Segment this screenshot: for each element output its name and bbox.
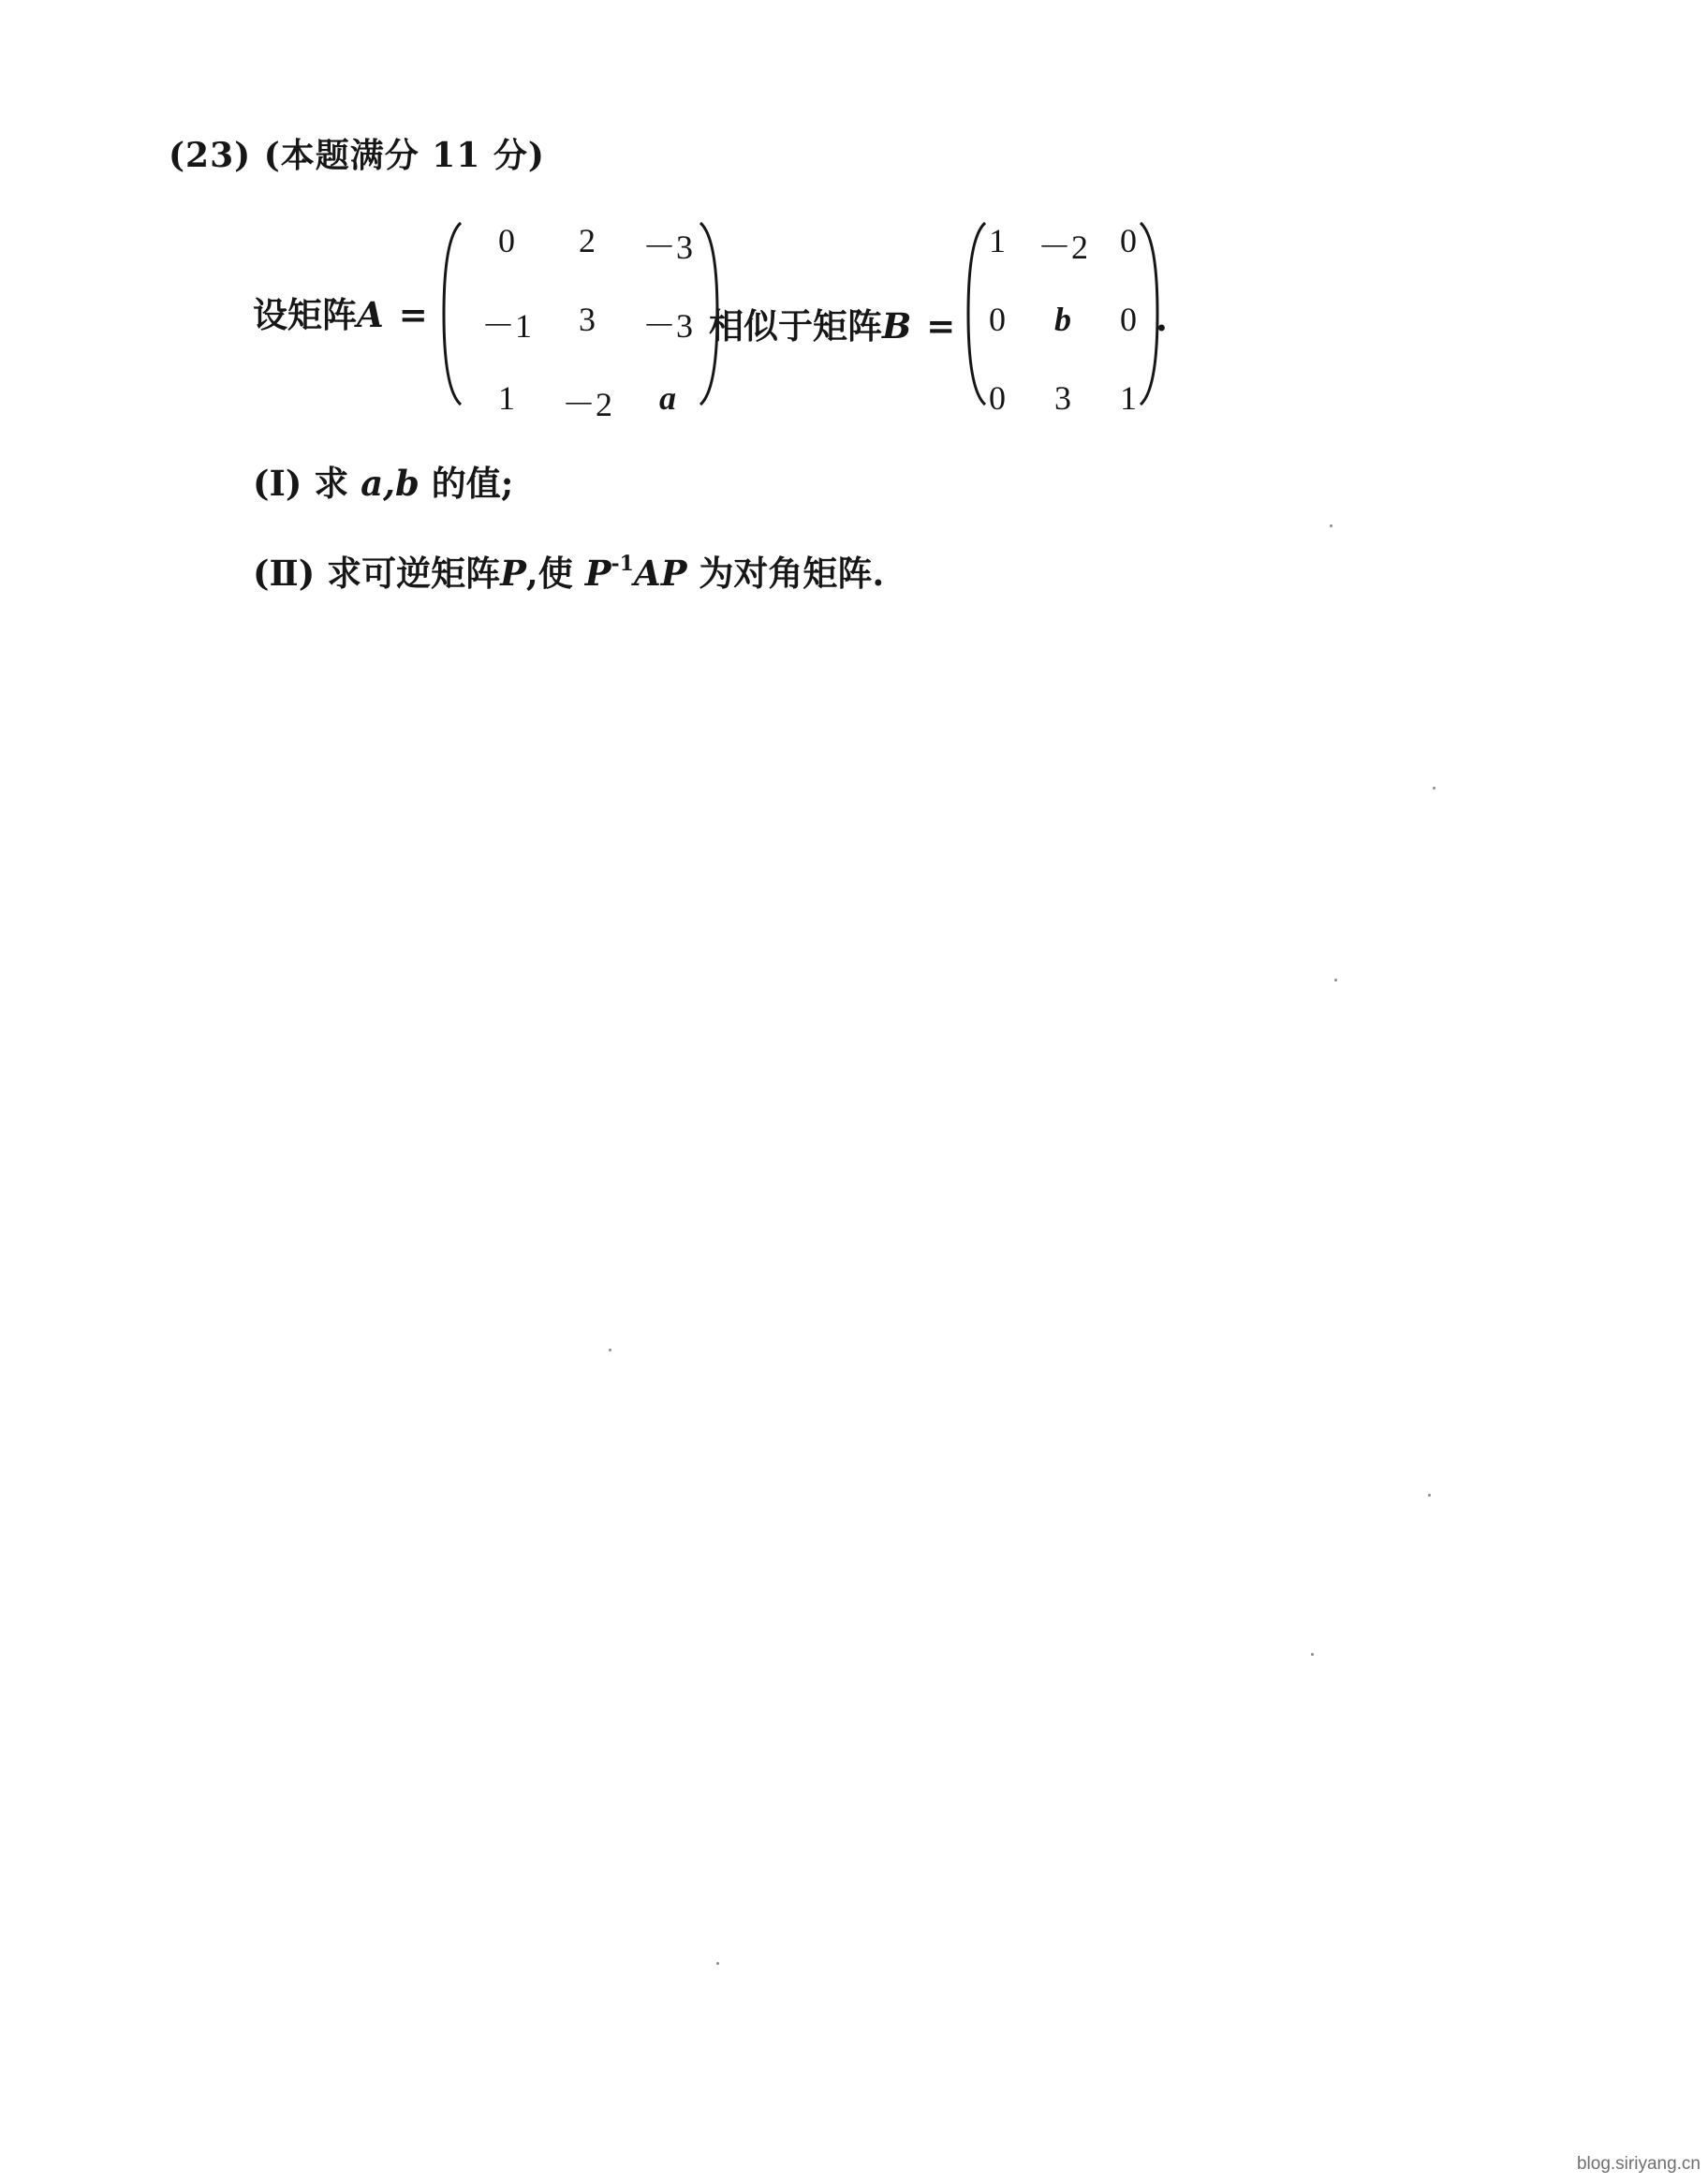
problem-header xyxy=(169,129,545,177)
scan-speck xyxy=(1330,524,1333,527)
matrix-b-cell: 3 xyxy=(1054,379,1071,417)
part-2-text: 求可逆矩阵 xyxy=(327,553,501,594)
watermark: blog.siriyang.cn xyxy=(1576,2154,1701,2174)
part-2-var-p: P xyxy=(500,553,526,594)
problem-number: (23) xyxy=(169,136,252,175)
statement-middle xyxy=(709,298,955,348)
matrix-a-cell-variable-a: a xyxy=(659,379,676,417)
statement-prefix xyxy=(253,287,428,337)
scan-speck xyxy=(609,1349,611,1351)
matrix-a-cell: 2 xyxy=(579,222,596,259)
matrix-a-cell: 1 xyxy=(498,379,515,417)
scan-speck xyxy=(1334,979,1337,981)
equals-sign-a: = xyxy=(398,294,428,335)
scan-speck xyxy=(1428,1494,1431,1497)
matrix-b-cell: －2 xyxy=(1037,229,1088,266)
matrix-b-name: B xyxy=(882,305,912,347)
part-2 xyxy=(253,545,884,596)
matrix-b-cell: 0 xyxy=(989,301,1006,338)
matrix-a-cell: 3 xyxy=(579,301,596,338)
matrix-a-cell: －1 xyxy=(480,307,532,345)
part-1 xyxy=(253,455,513,506)
part-2-text-mid: ,使 xyxy=(525,553,573,594)
scan-speck xyxy=(716,1962,719,1965)
matrix-a xyxy=(440,215,721,423)
matrix-a-cell: 0 xyxy=(498,222,515,259)
matrix-b-cell: 1 xyxy=(989,222,1006,259)
part-1-label: (Ⅰ) xyxy=(253,463,302,504)
matrix-b-cell-variable-b: b xyxy=(1054,301,1071,338)
statement-middle-text: 相似于矩阵 xyxy=(709,305,882,347)
part-2-text-end: 为对角矩阵. xyxy=(699,553,885,594)
equals-sign-b: = xyxy=(926,305,956,347)
matrix-a-cell: －3 xyxy=(641,307,693,345)
matrix-b xyxy=(964,215,1161,417)
scan-speck xyxy=(1433,787,1436,789)
problem-score: (本题满分 11 分) xyxy=(263,136,545,175)
matrix-b-cell: 0 xyxy=(989,379,1006,417)
part-2-expr-superscript: -1 xyxy=(611,552,634,576)
part-1-vars: a,b xyxy=(361,463,420,504)
matrix-a-cell: －2 xyxy=(561,386,612,423)
part-2-expr-p: P xyxy=(584,553,611,594)
matrix-b-cell: 0 xyxy=(1120,222,1137,259)
scan-speck xyxy=(1311,1653,1314,1656)
part-2-expr-ap: AP xyxy=(633,553,687,594)
statement-prefix-text: 设矩阵 xyxy=(253,294,357,335)
part-1-text-end: 的值; xyxy=(431,463,514,504)
part-2-label: (Ⅱ) xyxy=(253,553,316,594)
matrix-b-cell: 1 xyxy=(1120,379,1137,417)
matrix-b-cell: 0 xyxy=(1120,301,1137,338)
statement-period: . xyxy=(1156,298,1168,339)
part-1-text: 求 xyxy=(314,463,349,504)
matrix-a-name: A xyxy=(357,294,384,335)
matrix-a-cell: －3 xyxy=(641,229,693,266)
